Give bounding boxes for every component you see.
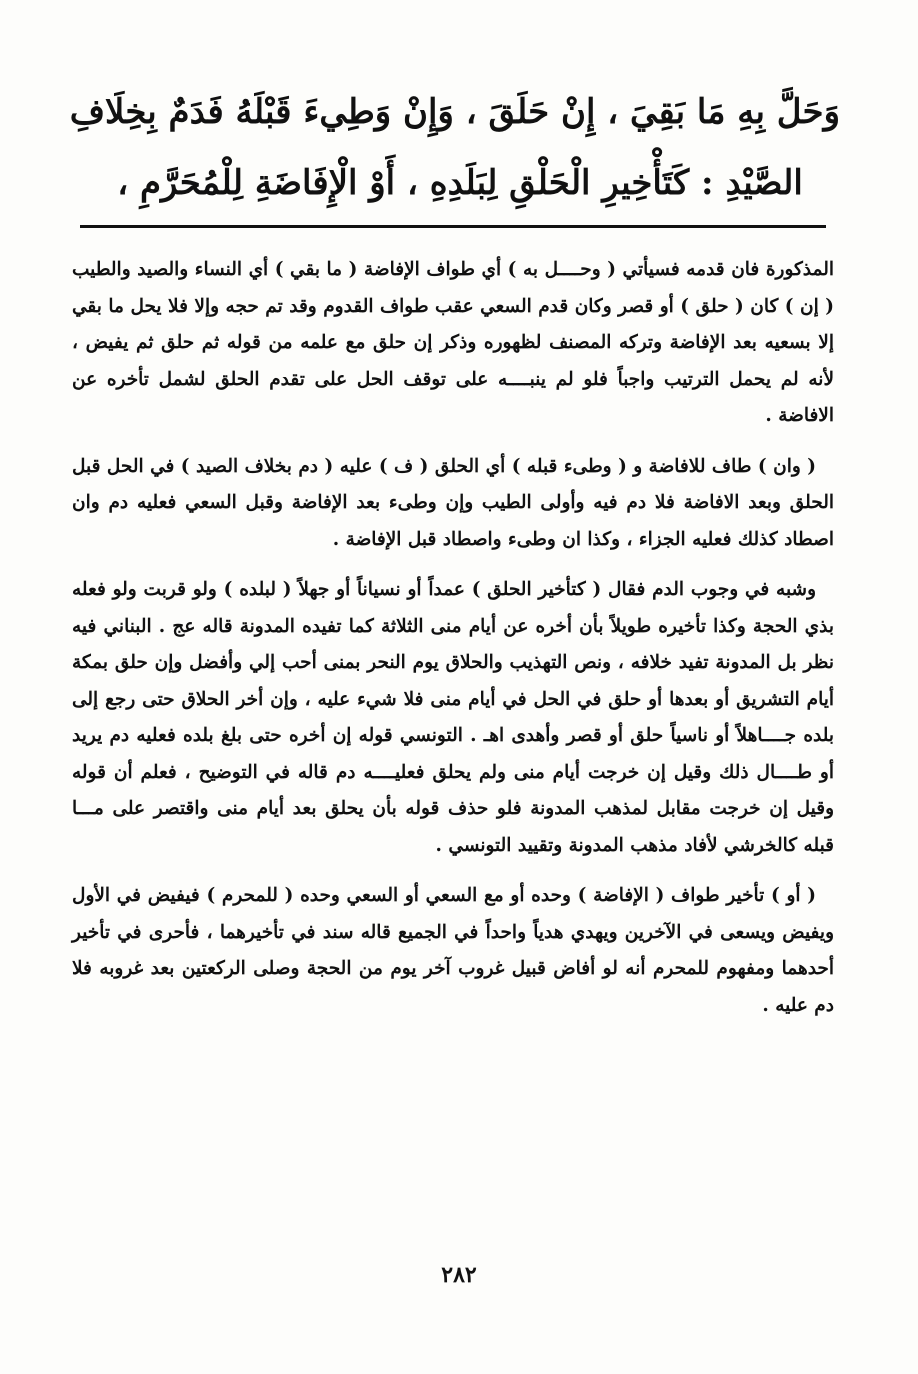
commentary-paragraph-1: المذكورة فان قدمه فسيأتي ( وحــــل به ) أي طواف الإفاضة ( ما بقي ) أي النساء والصيد والطيب ( إن ) كان ( حلق ) أو قصر وكان قدم السعي عقب طواف القدوم وقد تم حجه وإلا فلا يحل ما بقي إلا بسعيه بعد الإفاضة وتركه المصنف لظهوره وذكر إن حلق مع علمه من قوله ثم حلق ثم يفيض ، لأنه لم يحمل الترتيب واجباً فلو لم ينبــــه على توقف الحل على تقدم الحلق لشمل تأخره عن الافاضة . (72, 259, 834, 426)
separator-rule (80, 225, 826, 228)
commentary-paragraph-3: وشبه في وجوب الدم فقال ( كتأخير الحلق ) عمداً أو نسياناً أو جهلاً ( لبلده ) ولو قربت ولو فعله بذي الحجة وكذا تأخيره طويلاً بأن أخره عن أيام منى الثلاثة كما تفيده المدونة قاله عج . البناني فيه نظر بل المدونة تفيد خلافه ، ونص التهذيب والحلاق يوم النحر بمنى أحب إلي وأفضل وإن حلق بمكة أيام التشريق أو بعدها أو حلق في الحل في أيام منى فلا شيء عليه ، وإن أخر الحلاق حتى رجع إلى بلده جــــاهلاً أو ناسياً حلق أو قصر وأهدى اهـ . التونسي قوله إن أخره حتى بلغ بلده فعليه دم يريد أو طــــال ذلك وقيل إن خرجت أيام منى ولم يحلق فعليــــه دم قاله في التوضيح ، فعلم أن قوله وقيل إن خرجت مقابل لمذهب المدونة فلو حذف قوله بأن يحلق بعد أيام منى واقتصر على مـــا قبله كالخرشي لأفاد مذهب المدونة وتقييد التونسي . (72, 579, 834, 856)
commentary-body (72, 252, 834, 1038)
commentary-paragraph-2: ( وان ) طاف للافاضة و ( وطىء قبله ) أي الحلق ( ف ) عليه ( دم بخلاف الصيد ) في الحل قبل الحلق وبعد الافاضة فلا دم فيه وأولى الطيب وإن وطىء بعد الإفاضة وقبل السعي فعليه دم وان اصطاد كذلك فعليه الجزاء ، وكذا ان وطىء واصطاد قبل الإفاضة . (72, 455, 834, 550)
matn-line-1: وَحَلَّ بِهِ مَا بَقِيَ ، إِنْ حَلَقَ ، وَإِنْ وَطِيءَ قَبْلَهُ فَدَمٌ بِخِلَافِ (69, 92, 840, 132)
matn-line-2: الصَّيْدِ : كَتَأْخِيرِ الْحَلْقِ لِبَلَدِهِ ، أَوْ الْإِفَاضَةِ لِلْمُحَرَّمِ ، (117, 163, 803, 203)
commentary-paragraph-4: ( أو ) تأخير طواف ( الإفاضة ) وحده أو مع السعي أو السعي وحده ( للمحرم ) فيفيض في الأول ويفيض ويسعى في الآخرين ويهدي هدياً واحداً في الجميع قاله سند في تأخيرهما ، فأحرى في تأخير أحدهما ومفهوم للمحرم أنه لو أفاض قبيل غروب آخر يوم من الحجة وصلى الركعتين بعد غروبه فلا دم عليه . (72, 885, 834, 1016)
page-number: ٢٨٢ (441, 1262, 477, 1288)
